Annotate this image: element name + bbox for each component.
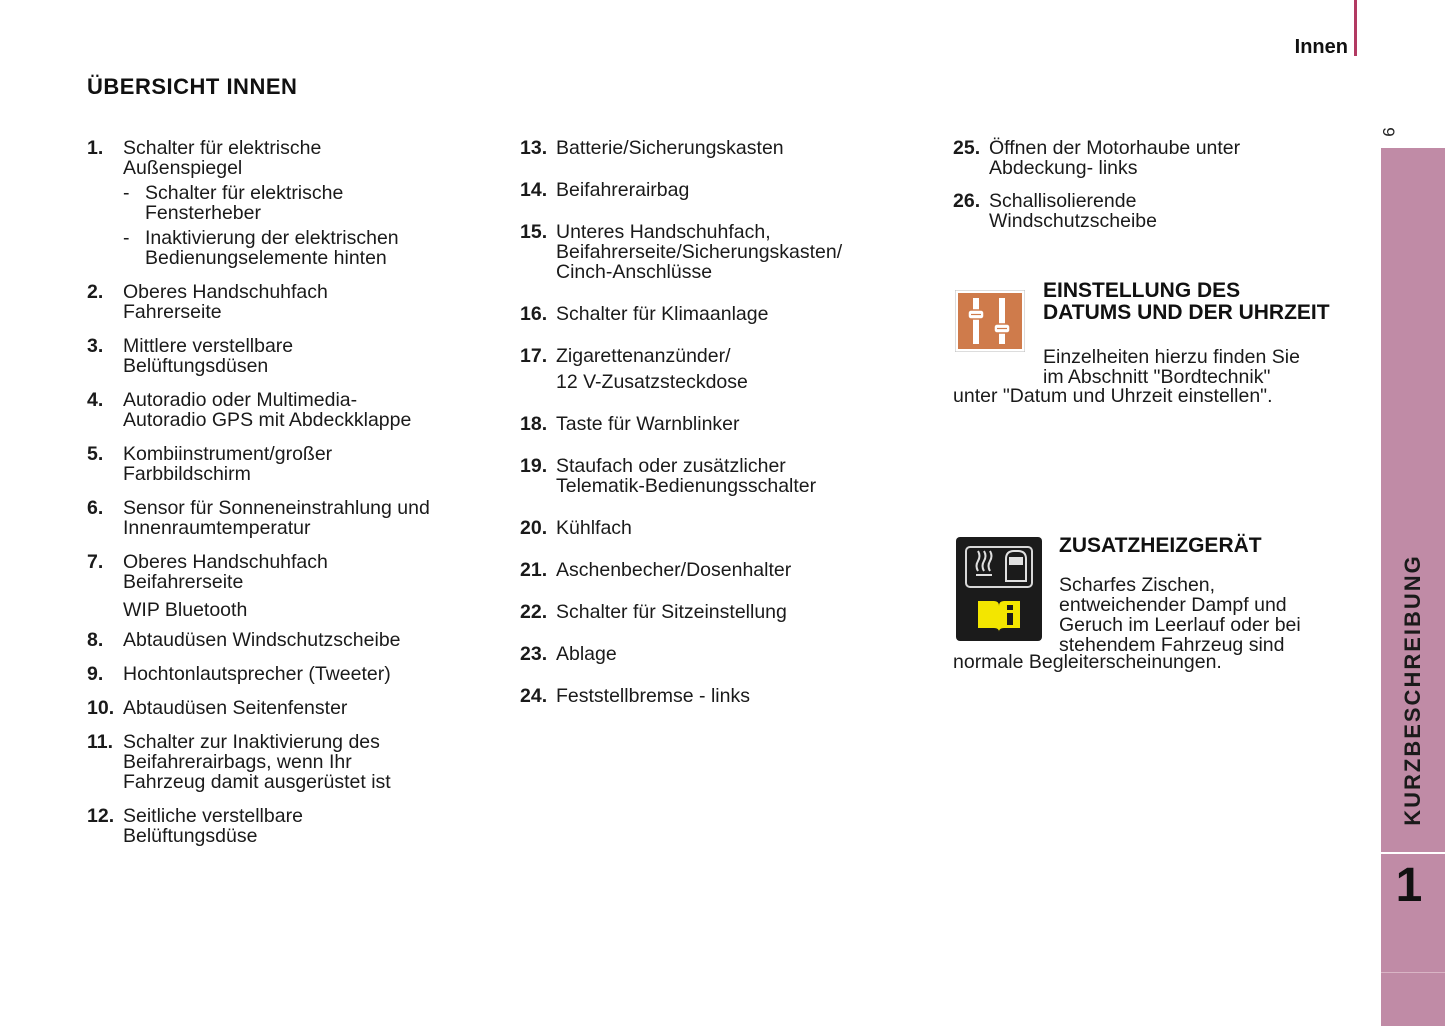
sub-item-text: Schalter für elektrische Fensterheber [145, 182, 344, 224]
item-text: Taste für Warnblinker [556, 413, 740, 435]
item-text: Hochtonlautsprecher (Tweeter) [123, 663, 391, 685]
list-item [520, 518, 920, 538]
item-text: Unteres Handschuhfach, Beifahrerseite/Sicherungskasten/ Cinch-Anschlüsse [556, 221, 843, 283]
item-number: 14. [520, 179, 548, 201]
header-rule [1354, 0, 1357, 56]
header-title: Innen [1294, 36, 1348, 58]
item-text: Kühlfach [556, 517, 632, 539]
item-number: 9. [87, 663, 104, 685]
item-number: 15. [520, 221, 548, 243]
list-item [87, 444, 507, 484]
item-number: 23. [520, 643, 548, 665]
heater-heading: ZUSATZHEIZGERÄT [1059, 534, 1262, 557]
item-number: 19. [520, 455, 548, 477]
heater-text: Scharfes Zischen, entweichender Dampf und Geruch im Leerlauf oder bei stehendem Fahrzeug sind [1059, 574, 1301, 656]
item-number: 1. [87, 137, 104, 159]
item-text: Schalter für Sitzeinstellung [556, 601, 787, 623]
list-item [520, 180, 920, 200]
chapter-tab-bottom-line [1381, 972, 1445, 973]
item-text: Aschenbecher/Dosenhalter [556, 559, 792, 581]
item-text: Kombiinstrument/großer Farbbildschirm [123, 443, 333, 485]
date-time-heading: EINSTELLUNG DES DATUMS UND DER UHRZEIT [1043, 279, 1330, 324]
sub-item: - Inaktivierung der elektrischen Bedienungselemente hinten [123, 228, 507, 268]
list-item [520, 456, 920, 496]
list-item [520, 222, 920, 282]
item-number: 11. [87, 731, 114, 753]
item-text: Sensor für Sonneneinstrahlung und Innenraumtemperatur [123, 497, 430, 539]
item-text: Schalter für Klimaanlage [556, 303, 769, 325]
sub-item-text: Inaktivierung der elektrischen Bedienungselemente hinten [145, 227, 399, 269]
item-column-middle [520, 138, 920, 706]
list-item [87, 630, 507, 650]
item-number: 25. [953, 137, 981, 159]
item-text: Staufach oder zusätzlicher Telematik-Bedienungsschalter [556, 455, 817, 497]
list-item [87, 498, 507, 538]
list-item [520, 686, 920, 706]
item-text: Ablage [556, 643, 617, 665]
item-text: Abtaudüsen Seitenfenster [123, 697, 348, 719]
item-number: 2. [87, 281, 104, 303]
list-item [87, 282, 507, 322]
item-text: Seitliche verstellbare Belüftungsdüse [123, 805, 303, 847]
chapter-number: 1 [1395, 859, 1423, 912]
item-extra-text: 12 V-Zusatzsteckdose [556, 371, 748, 393]
item-number: 3. [87, 335, 104, 357]
item-text: Schalter für elektrische Außenspiegel [123, 137, 322, 179]
item-number: 21. [520, 559, 548, 581]
list-item [87, 806, 507, 846]
page-number: 9 [1379, 127, 1398, 137]
item-text: Öffnen der Motorhaube unter Abdeckung- links [989, 137, 1241, 179]
item-text: Oberes Handschuhfach Beifahrerseite [123, 551, 328, 593]
item-text: Schalter zur Inaktivierung des Beifahrerairbags, wenn Ihr Fahrzeug damit ausgerüstet ist [123, 731, 391, 793]
item-text: Autoradio oder Multimedia- Autoradio GPS mit Abdeckklappe [123, 389, 412, 431]
auxiliary-heater-icon [956, 537, 1042, 646]
item-number: 16. [520, 303, 548, 325]
item-number: 8. [87, 629, 104, 651]
list-item [520, 304, 920, 324]
item-number: 20. [520, 517, 548, 539]
item-number: 5. [87, 443, 104, 465]
item-number: 24. [520, 685, 548, 707]
list-item [87, 698, 507, 718]
item-number: 4. [87, 389, 104, 411]
list-item [87, 552, 507, 620]
list-item [953, 138, 1363, 178]
list-item [520, 414, 920, 434]
item-number: 10. [87, 697, 115, 719]
item-extra-text: WIP Bluetooth [123, 599, 248, 621]
list-item [87, 138, 507, 268]
item-text: Feststellbremse - links [556, 685, 750, 707]
item-text: Abtaudüsen Windschutzscheibe [123, 629, 401, 651]
list-item [87, 732, 507, 792]
settings-sliders-icon [955, 290, 1025, 357]
chapter-tab-label: KURZBESCHREIBUNG [1400, 554, 1425, 826]
date-time-text-continued: unter "Datum und Uhrzeit einstellen". [953, 385, 1273, 407]
list-item [87, 390, 507, 430]
list-item [87, 664, 507, 684]
item-column-right [953, 138, 1363, 231]
item-number: 18. [520, 413, 548, 435]
sub-item: - Schalter für elektrische Fensterheber [123, 183, 507, 223]
item-text: Mittlere verstellbare Belüftungsdüsen [123, 335, 294, 377]
item-number: 13. [520, 137, 548, 159]
list-item [953, 191, 1363, 231]
item-text: Oberes Handschuhfach Fahrerseite [123, 281, 328, 323]
list-item [87, 336, 507, 376]
item-number: 7. [87, 551, 104, 573]
item-text: Batterie/Sicherungskasten [556, 137, 784, 159]
list-item [520, 602, 920, 622]
list-item [520, 138, 920, 158]
list-item [520, 346, 920, 392]
item-text: Zigarettenanzünder/ [556, 345, 731, 367]
item-number: 26. [953, 190, 981, 212]
item-text: Beifahrerairbag [556, 179, 690, 201]
date-time-text: Einzelheiten hierzu finden Sie im Abschnitt "Bordtechnik" [1043, 346, 1300, 388]
item-text: Schallisolierende Windschutzscheibe [989, 190, 1157, 232]
item-number: 12. [87, 805, 115, 827]
heater-text-continued: normale Begleiterscheinungen. [953, 651, 1222, 673]
chapter-tab-divider [1381, 852, 1445, 854]
item-number: 6. [87, 497, 104, 519]
section-title: ÜBERSICHT INNEN [87, 74, 298, 99]
item-number: 17. [520, 345, 548, 367]
list-item [520, 644, 920, 664]
list-item [520, 560, 920, 580]
item-number: 22. [520, 601, 548, 623]
item-column-left [87, 138, 507, 846]
